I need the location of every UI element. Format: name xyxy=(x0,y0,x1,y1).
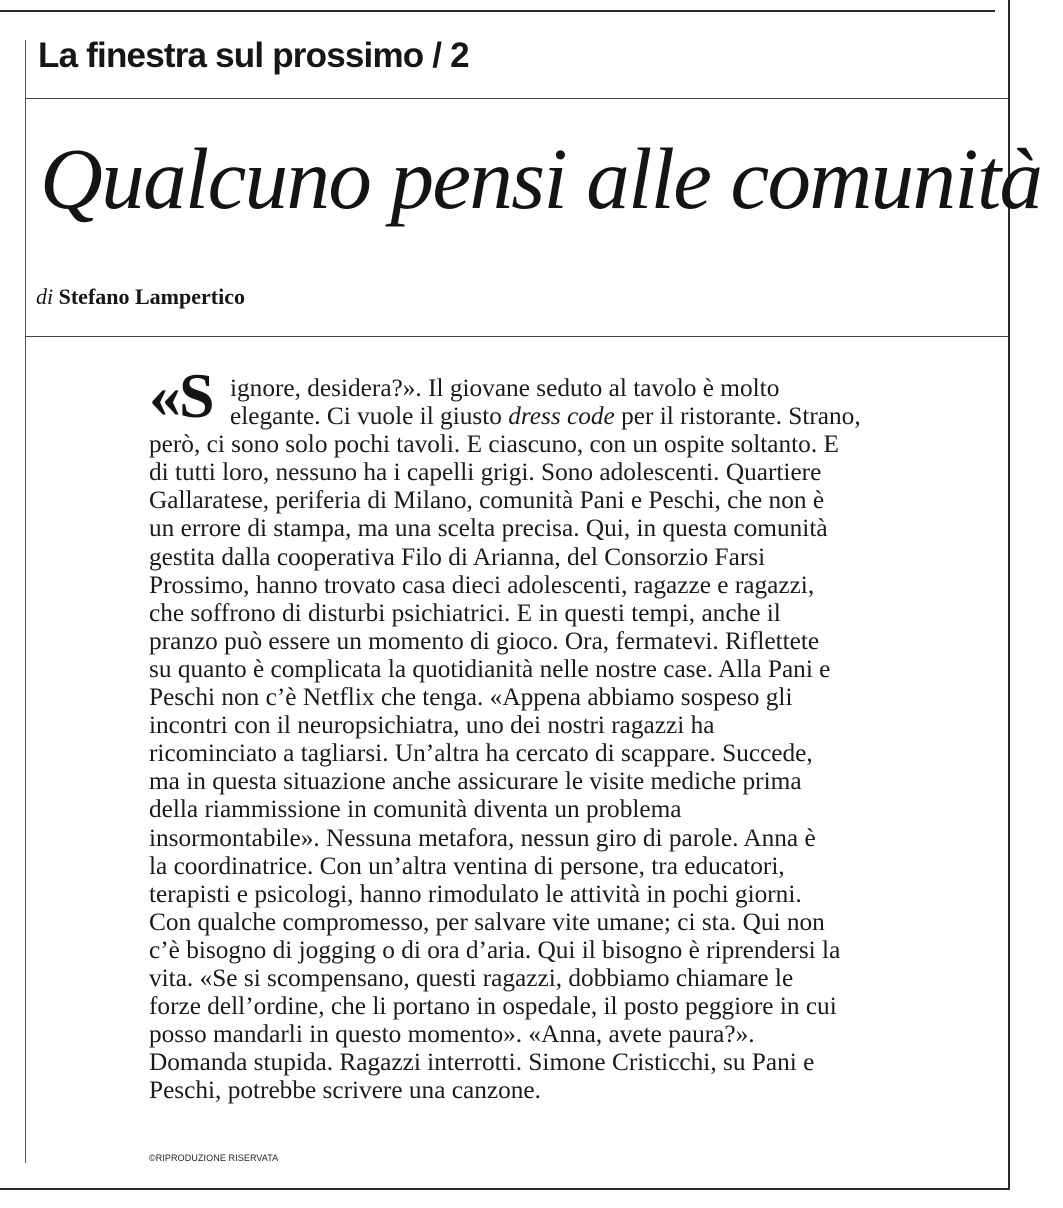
kicker-divider xyxy=(25,98,1008,99)
body-line: posso mandarli in questo momento». «Anna, avete paura?». xyxy=(149,1020,755,1049)
body-emphasis: dress code xyxy=(508,402,615,431)
body-line: c’è bisogno di jogging o di ora d’aria. Qui il bisogno è riprendersi la xyxy=(149,935,841,964)
body-line: forze dell’ordine, che li portano in ospedale, il posto peggiore in cui xyxy=(149,992,837,1021)
body-line: gestita dalla cooperativa Filo di Arianna, del Consorzio Farsi xyxy=(149,542,766,571)
drop-cap-letter: S xyxy=(179,360,213,431)
body-line: terapisti e psicologi, hanno rimodulato le attività in pochi giorni. xyxy=(149,879,802,908)
body-line: la coordinatrice. Con un’altra ventina di persone, tra educatori, xyxy=(149,851,785,880)
byline-author: Stefano Lampertico xyxy=(58,284,245,309)
body-line: vita. «Se si scompensano, questi ragazzi, dobbiamo chiamare le xyxy=(149,963,794,992)
body-line: Peschi, potrebbe scrivere una canzone. xyxy=(149,1076,541,1105)
body-line: Domanda stupida. Ragazzi interrotti. Simone Cristicchi, su Pani e xyxy=(149,1048,815,1077)
body-line: ma in questa situazione anche assicurare le visite mediche prima xyxy=(149,767,802,796)
body-line: di tutti loro, nessuno ha i capelli grigi. Sono adolescenti. Quartiere xyxy=(149,458,822,487)
byline-divider xyxy=(25,336,1008,337)
body-line: però, ci sono solo pochi tavoli. E ciascuno, con un ospite soltanto. E xyxy=(149,430,839,459)
body-line: pranzo può essere un momento di gioco. Ora, fermatevi. Riflettete xyxy=(149,626,820,655)
body-line: ricominciato a tagliarsi. Un’altra ha cercato di scappare. Succede, xyxy=(149,739,813,768)
body-line xyxy=(149,402,995,430)
frame-bottom-border xyxy=(0,1188,1010,1190)
section-kicker: La finestra sul prossimo / 2 xyxy=(38,36,469,75)
body-text-run: per il ristorante. Strano, xyxy=(614,402,861,431)
top-rule xyxy=(0,10,995,12)
body-line: della riammissione in comunità diventa un problema xyxy=(149,795,682,824)
body-line: che soffrono di disturbi psichiatrici. E in questi tempi, anche il xyxy=(149,598,781,627)
body-line: Prossimo, hanno trovato casa dieci adolescenti, ragazze e ragazzi, xyxy=(149,570,815,599)
article-body xyxy=(149,374,995,1104)
body-line: Peschi non c’è Netflix che tenga. «Appena abbiamo sospeso gli xyxy=(149,683,793,712)
body-line: insormontabile». Nessuna metafora, nessun giro di parole. Anna è xyxy=(149,823,816,852)
body-line: incontri con il neuropsichiatra, uno dei nostri ragazzi ha xyxy=(149,711,715,740)
column-left-rule xyxy=(25,40,26,1163)
body-line: Con qualche compromesso, per salvare vite umane; ci sta. Qui non xyxy=(149,907,825,936)
body-line: un errore di stampa, ma una scelta precisa. Qui, in questa comunità xyxy=(149,514,828,543)
byline-prefix: di xyxy=(36,284,54,309)
drop-cap-quote: « xyxy=(149,360,179,431)
article-headline: Qualcuno pensi alle comunità xyxy=(40,130,1042,227)
body-text-run: elegante. Ci vuole il giusto xyxy=(230,402,509,431)
copyright-note: ©RIPRODUZIONE RISERVATA xyxy=(149,1153,279,1163)
body-line: su quanto è complicata la quotidianità nelle nostre case. Alla Pani e xyxy=(149,654,831,683)
body-line: ignore, desidera?». Il giovane seduto al tavolo è molto xyxy=(230,374,780,402)
byline xyxy=(36,284,245,310)
body-line: Gallaratese, periferia di Milano, comunità Pani e Peschi, che non è xyxy=(149,486,825,515)
